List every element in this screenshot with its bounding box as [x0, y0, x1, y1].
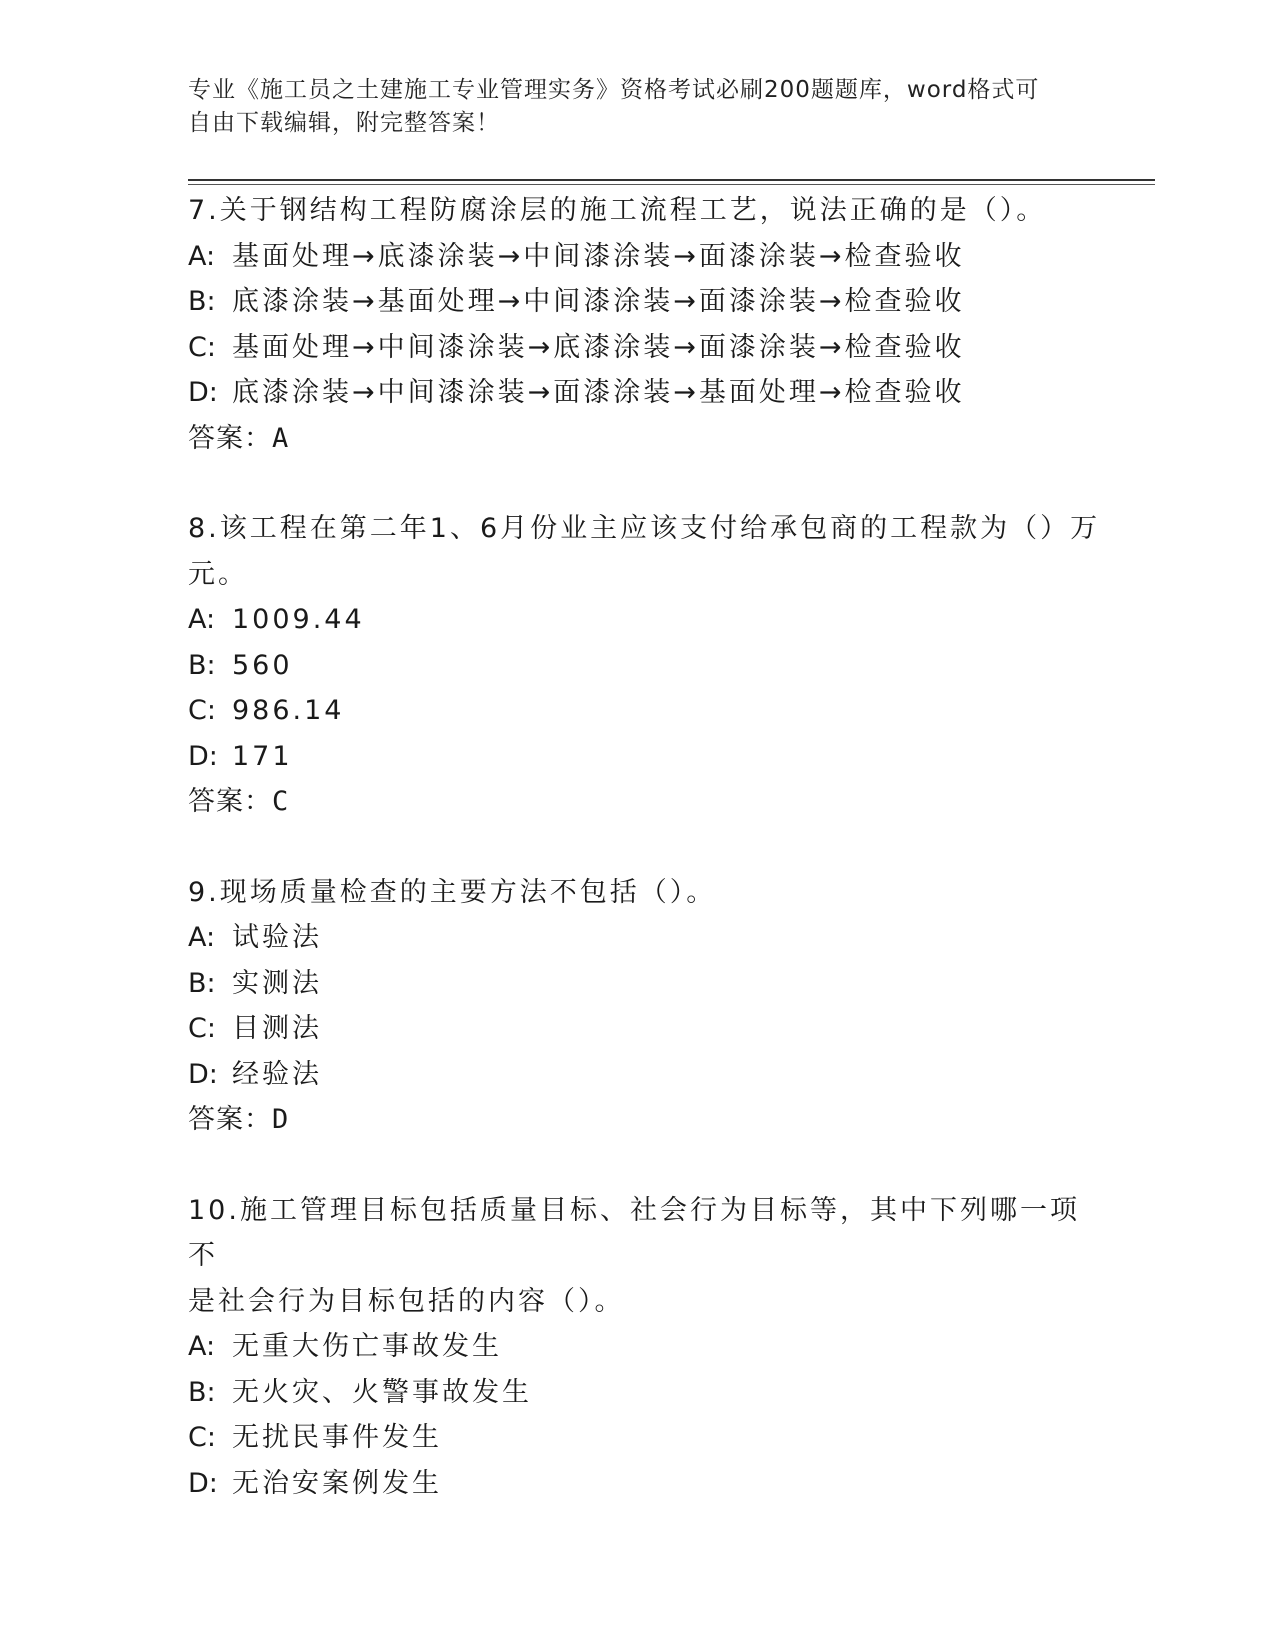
- option-text: 实测法: [232, 967, 322, 999]
- header-divider-thin: [188, 184, 1155, 185]
- option-key: A:: [188, 922, 216, 953]
- option-key: D:: [188, 740, 218, 772]
- option-text: 底漆涂装→中间漆涂装→面漆涂装→基面处理→检查验收: [232, 377, 965, 408]
- option-text: 无重大伤亡事故发生: [232, 1331, 502, 1362]
- option-text: 560: [232, 649, 293, 681]
- option-key: D:: [188, 377, 218, 408]
- answer-option: [188, 688, 1108, 734]
- option-key: A:: [188, 604, 216, 635]
- answer-option: [188, 597, 1108, 643]
- option-text: 171: [232, 740, 293, 772]
- question-stem: 是社会行为目标包括的内容（）。: [188, 1285, 625, 1317]
- answer-option: [188, 1415, 1108, 1461]
- answer-option: [188, 1370, 1108, 1416]
- question-block: [188, 1188, 1108, 1507]
- option-text: 基面处理→中间漆涂装→底漆涂装→面漆涂装→检查验收: [232, 331, 965, 363]
- option-text: 目测法: [232, 1013, 322, 1044]
- answer-line: 答案：D: [188, 1104, 290, 1135]
- option-key: C:: [188, 1422, 216, 1453]
- answer-option: [188, 643, 1108, 689]
- question-stem: 9.现场质量检查的主要方法不包括（）。: [188, 876, 717, 908]
- question-block: [188, 188, 1108, 461]
- header-line-1: 专业《施工员之土建施工专业管理实务》资格考试必刷200题题库，word格式可: [188, 77, 1040, 103]
- option-key: A:: [188, 1331, 216, 1362]
- question-stem: 8.该工程在第二年1、6月份业主应该支付给承包商的工程款为（）万: [188, 513, 1101, 544]
- option-key: D:: [188, 1058, 218, 1090]
- question-stem: 10.施工管理目标包括质量目标、社会行为目标等，其中下列哪一项不: [188, 1194, 1080, 1271]
- option-text: 986.14: [232, 695, 345, 726]
- option-text: 无火灾、火警事故发生: [232, 1376, 532, 1408]
- option-text: 无扰民事件发生: [232, 1422, 442, 1453]
- answer-line: 答案：C: [188, 786, 290, 817]
- option-text: 底漆涂装→基面处理→中间漆涂装→面漆涂装→检查验收: [232, 286, 965, 317]
- header-divider-thick: [188, 179, 1155, 181]
- answer-option: [188, 370, 1108, 416]
- question-stem: 7.关于钢结构工程防腐涂层的施工流程工艺，说法正确的是（）。: [188, 195, 1047, 226]
- option-key: C:: [188, 695, 216, 726]
- answer-option: [188, 234, 1108, 280]
- document-header: [188, 74, 1068, 140]
- answer-option: [188, 915, 1108, 961]
- answer-option: [188, 1052, 1108, 1098]
- answer-option: [188, 279, 1108, 325]
- question-block: [188, 506, 1108, 825]
- option-text: 经验法: [232, 1058, 322, 1090]
- option-text: 试验法: [232, 922, 322, 953]
- answer-option: [188, 961, 1108, 1007]
- option-key: B:: [188, 967, 216, 999]
- question-block: [188, 870, 1108, 1143]
- option-text: 基面处理→底漆涂装→中间漆涂装→面漆涂装→检查验收: [232, 240, 965, 272]
- option-key: C:: [188, 331, 216, 363]
- option-key: B:: [188, 286, 216, 317]
- answer-option: [188, 1006, 1108, 1052]
- answer-option: [188, 734, 1108, 780]
- question-list: [188, 188, 1108, 1551]
- option-key: B:: [188, 1376, 216, 1408]
- answer-option: [188, 1324, 1108, 1370]
- answer-line: 答案：A: [188, 422, 290, 454]
- option-text: 1009.44: [232, 604, 365, 635]
- answer-option: [188, 325, 1108, 371]
- option-text: 无治安案例发生: [232, 1467, 442, 1499]
- header-line-2: 自由下载编辑，附完整答案！: [188, 110, 500, 136]
- option-key: A:: [188, 240, 216, 272]
- answer-option: [188, 1461, 1108, 1507]
- question-stem: 元。: [188, 558, 248, 590]
- option-key: D:: [188, 1467, 218, 1499]
- option-key: B:: [188, 649, 216, 681]
- option-key: C:: [188, 1013, 216, 1044]
